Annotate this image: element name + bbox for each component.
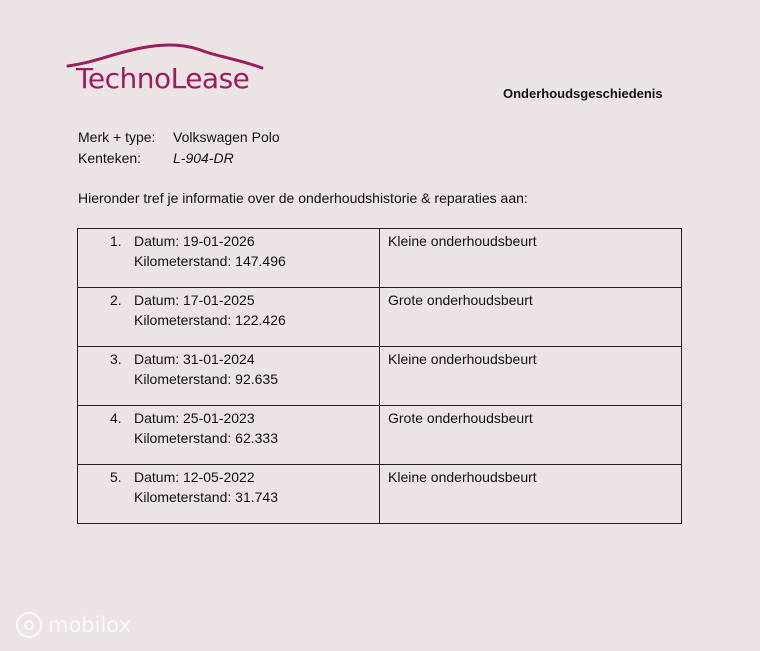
entry-details-cell	[78, 229, 380, 288]
table-row	[78, 229, 682, 288]
make-label: Merk + type:	[78, 129, 156, 145]
entry-date: Datum: 17-01-2025	[134, 292, 255, 308]
entry-details-cell	[78, 406, 380, 465]
license-plate-value: L-904-DR	[173, 150, 234, 166]
vehicle-info	[78, 127, 280, 169]
entry-details-cell	[78, 465, 380, 524]
entry-number: 3.	[110, 351, 122, 367]
entry-service: Grote onderhoudsbeurt	[380, 406, 682, 465]
entry-details-cell	[78, 347, 380, 406]
entry-date: Datum: 19-01-2026	[134, 233, 255, 249]
maintenance-history-table	[77, 228, 682, 524]
table-row	[78, 347, 682, 406]
license-plate-label: Kenteken:	[78, 150, 142, 166]
mobilox-logo-icon	[16, 612, 42, 638]
license-plate-row	[78, 148, 280, 169]
make-value: Volkswagen Polo	[173, 129, 280, 145]
entry-mileage: Kilometerstand: 31.743	[134, 489, 278, 505]
table-row	[78, 406, 682, 465]
entry-date: Datum: 25-01-2023	[134, 410, 255, 426]
entry-mileage: Kilometerstand: 122.426	[134, 312, 286, 328]
table-row	[78, 288, 682, 347]
watermark-text: mobilox	[48, 613, 131, 637]
mobilox-watermark	[16, 612, 131, 638]
entry-number: 5.	[110, 469, 122, 485]
entry-details-cell	[78, 288, 380, 347]
technolease-logo	[66, 42, 266, 98]
entry-mileage: Kilometerstand: 62.333	[134, 430, 278, 446]
entry-date: Datum: 31-01-2024	[134, 351, 255, 367]
table-row	[78, 465, 682, 524]
entry-mileage: Kilometerstand: 92.635	[134, 371, 278, 387]
vehicle-make-row	[78, 127, 280, 148]
document-title: Onderhoudsgeschiedenis	[503, 86, 663, 101]
logo-text: TechnoLease	[76, 62, 250, 95]
entry-service: Kleine onderhoudsbeurt	[380, 347, 682, 406]
entry-date: Datum: 12-05-2022	[134, 469, 255, 485]
entry-mileage: Kilometerstand: 147.496	[134, 253, 286, 269]
entry-number: 1.	[110, 233, 122, 249]
entry-service: Kleine onderhoudsbeurt	[380, 229, 682, 288]
entry-service: Kleine onderhoudsbeurt	[380, 465, 682, 524]
entry-number: 2.	[110, 292, 122, 308]
entry-number: 4.	[110, 410, 122, 426]
entry-service: Grote onderhoudsbeurt	[380, 288, 682, 347]
intro-text: Hieronder tref je informatie over de onderhoudshistorie & reparaties aan:	[78, 190, 528, 206]
